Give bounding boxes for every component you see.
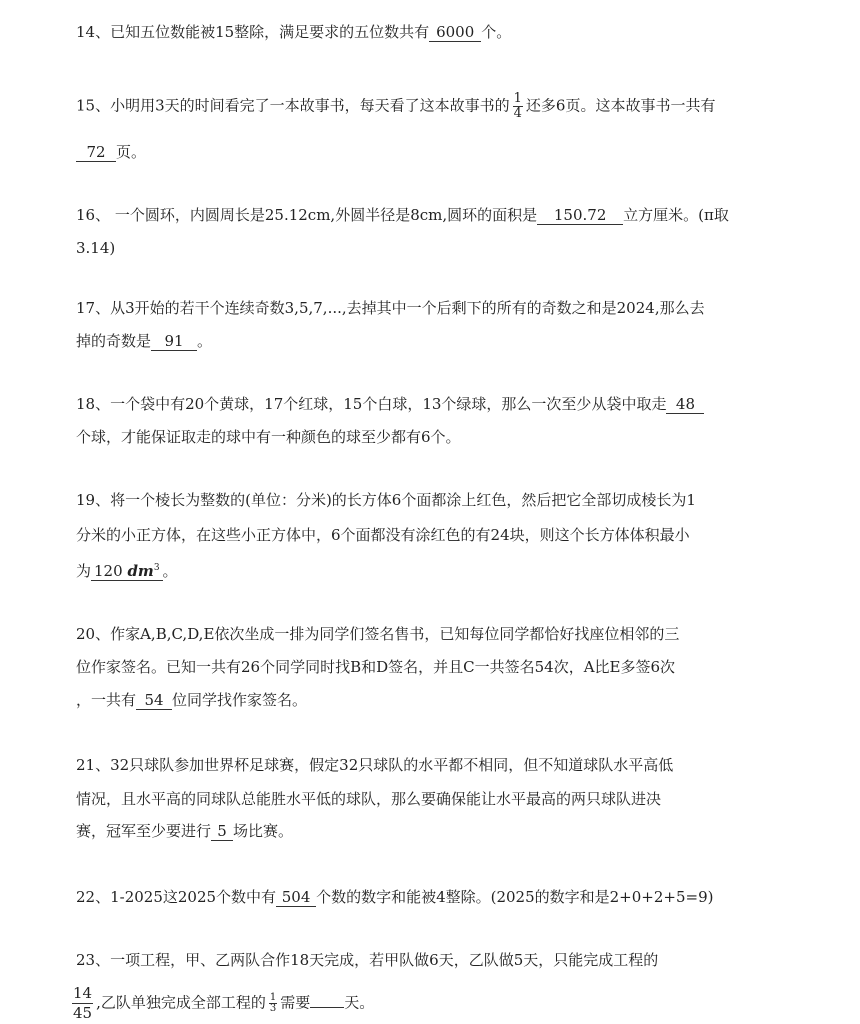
answer-blank: 504 xyxy=(276,889,316,907)
question-21 xyxy=(76,755,673,775)
question-text: 17、从3开始的若干个连续奇数3,5,7,...,去掉其中一个后剩下的所有的奇数之和是2024,那么去 xyxy=(76,299,705,317)
question-text: 22、1-2025这2025个数中有 xyxy=(76,888,277,906)
fraction-denominator: 45 xyxy=(73,1004,93,1022)
question-text: 立方厘米。(π取 xyxy=(623,206,729,224)
answer-blank: 72 xyxy=(76,144,116,162)
fraction-denominator: 4 xyxy=(513,106,522,121)
question-text: 个数的数字和能被4整除。(2025的数字和是2+0+2+5=9) xyxy=(316,888,714,906)
question-text: 。 xyxy=(197,332,213,350)
question-text: 15、小明用3天的时间看完了一本故事书，每天看了这本故事书的 xyxy=(76,96,510,115)
answer-blank: 150.72 xyxy=(537,207,623,225)
answer-blank xyxy=(91,560,163,581)
fraction-numerator: 1 xyxy=(513,91,522,106)
question-text: 个球，才能保证取走的球中有一种颜色的球至少都有6个。 xyxy=(76,428,461,446)
question-17-line-2 xyxy=(76,331,212,351)
question-23 xyxy=(76,950,658,970)
fraction-numerator: 1 xyxy=(269,992,277,1003)
question-text: 23、一项工程，甲、乙两队合作18天完成，若甲队做6天，乙队做5天，只能完成工程的 xyxy=(76,951,659,969)
question-18 xyxy=(76,394,704,414)
answer-blank: 5 xyxy=(211,823,233,841)
question-text: 赛，冠军至少要进行 xyxy=(76,822,212,840)
fraction xyxy=(269,993,277,1014)
question-text: 情况，且水平高的同球队总能胜水平低的球队，那么要确保能让水平最高的两只球队进决 xyxy=(76,790,662,808)
question-18-line-2 xyxy=(76,427,461,447)
fraction xyxy=(72,984,93,1023)
question-20-line-3 xyxy=(76,690,307,710)
question-text: 20、作家A,B,C,D,E依次坐成一排为同学们签名售书，已知每位同学都恰好找座位相邻的三 xyxy=(76,625,680,643)
question-19 xyxy=(76,490,696,510)
question-16 xyxy=(76,205,729,225)
question-text: 14、已知五位数能被15整除，满足要求的五位数共有 xyxy=(76,23,430,41)
question-text: ,乙队单独完成全部工程的 xyxy=(96,993,266,1012)
question-20-line-2 xyxy=(76,657,675,677)
question-text: 个。 xyxy=(481,23,512,41)
question-19-line-2 xyxy=(76,525,690,545)
question-21-line-2 xyxy=(76,789,661,809)
fraction xyxy=(513,92,523,121)
answer-blank: 91 xyxy=(151,333,197,351)
question-21-line-3 xyxy=(76,821,293,841)
question-text: 还多6页。这本故事书一共有 xyxy=(525,96,716,115)
question-23-line-2 xyxy=(72,984,374,1023)
answer-blank: 54 xyxy=(136,692,172,710)
question-text: 3.14) xyxy=(76,239,116,257)
question-16-line-2 xyxy=(76,238,115,258)
question-text: 掉的奇数是 xyxy=(76,332,152,350)
question-19-line-3 xyxy=(76,560,178,581)
question-15-line-2 xyxy=(76,142,146,162)
question-text: 21、32只球队参加世界杯足球赛，假定32只球队的水平都不相同，但不知道球队水平高低 xyxy=(76,756,674,774)
question-text: 页。 xyxy=(116,143,147,161)
answer-blank: 48 xyxy=(666,396,704,414)
question-15 xyxy=(76,92,715,121)
question-text: 需要 xyxy=(280,993,311,1012)
fraction-numerator: 14 xyxy=(73,984,93,1002)
question-17 xyxy=(76,298,705,318)
fraction-denominator: 3 xyxy=(269,1003,277,1014)
answer-blank xyxy=(310,1007,344,1008)
question-text: 16、 一个圆环，内圆周长是25.12cm,外圆半径是8cm,圆环的面积是 xyxy=(76,206,538,224)
answer-value: 120 xyxy=(94,562,123,580)
question-text: 场比赛。 xyxy=(233,822,294,840)
unit-exponent: 3 xyxy=(153,563,160,573)
question-text: 18、一个袋中有20个黄球，17个红球，15个白球，13个绿球，那么一次至少从袋中取走 xyxy=(76,395,667,413)
answer-blank: 6000 xyxy=(429,24,481,42)
question-text: 位作家签名。已知一共有26个同学同时找B和D签名，并且C一共签名54次，A比E多签6次 xyxy=(76,658,676,676)
question-text: ，一共有 xyxy=(76,691,137,709)
question-text: 为 xyxy=(76,562,92,580)
question-text: 。 xyxy=(162,562,178,580)
question-text: 19、将一个棱长为整数的(单位：分米)的长方体6个面都涂上红色，然后把它全部切成棱长为1 xyxy=(76,491,696,509)
question-20 xyxy=(76,624,679,644)
question-22 xyxy=(76,887,713,907)
unit-label: dm xyxy=(127,562,154,580)
question-text: 位同学找作家签名。 xyxy=(172,691,308,709)
question-text: 天。 xyxy=(344,993,375,1012)
question-14 xyxy=(76,22,511,42)
question-text: 分米的小正方体，在这些小正方体中，6个面都没有涂红色的有24块，则这个长方体体积最小 xyxy=(76,526,690,544)
